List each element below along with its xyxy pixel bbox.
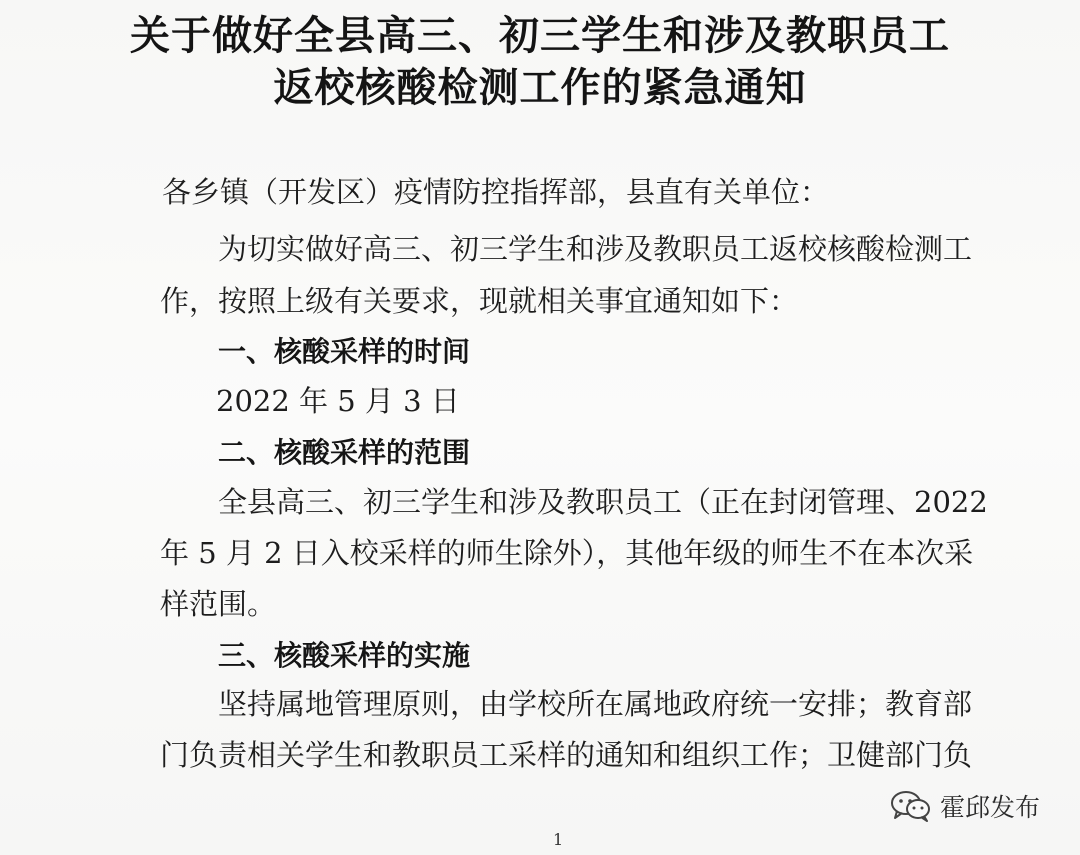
wechat-icon <box>890 790 932 822</box>
watermark <box>890 788 1040 824</box>
section3-heading: 三、核酸采样的实施 <box>218 639 471 672</box>
intro-line-1: 为切实做好高三、初三学生和涉及教职员工返校核酸检测工 <box>218 232 973 266</box>
section3-line-2: 门负责相关学生和教职员工采样的通知和组织工作；卫健部门负 <box>160 738 973 772</box>
watermark-text: 霍邱发布 <box>940 793 1041 822</box>
section1-body: 2022 年 5 月 3 日 <box>216 384 460 418</box>
section2-heading: 二、核酸采样的范围 <box>218 436 471 469</box>
section3-line-1: 坚持属地管理原则，由学校所在属地政府统一安排；教育部 <box>218 687 973 721</box>
salutation: 各乡镇（开发区）疫情防控指挥部，县直有关单位： <box>162 175 830 209</box>
document-title-line2: 返校核酸检测工作的紧急通知 <box>273 64 807 111</box>
section2-line-2: 年 5 月 2 日入校采样的师生除外），其他年级的师生不在本次采 <box>160 536 974 570</box>
section2-line-3: 样范围。 <box>160 587 277 621</box>
page-number: 1 <box>553 830 564 849</box>
intro-line-2: 作，按照上级有关要求，现就相关事宜通知如下： <box>160 284 799 318</box>
section2-line-1: 全县高三、初三学生和涉及教职员工（正在封闭管理、2022 <box>218 485 988 519</box>
section1-heading: 一、核酸采样的时间 <box>218 335 471 368</box>
document-title-line1: 关于做好全县高三、初三学生和涉及教职员工 <box>130 12 950 59</box>
